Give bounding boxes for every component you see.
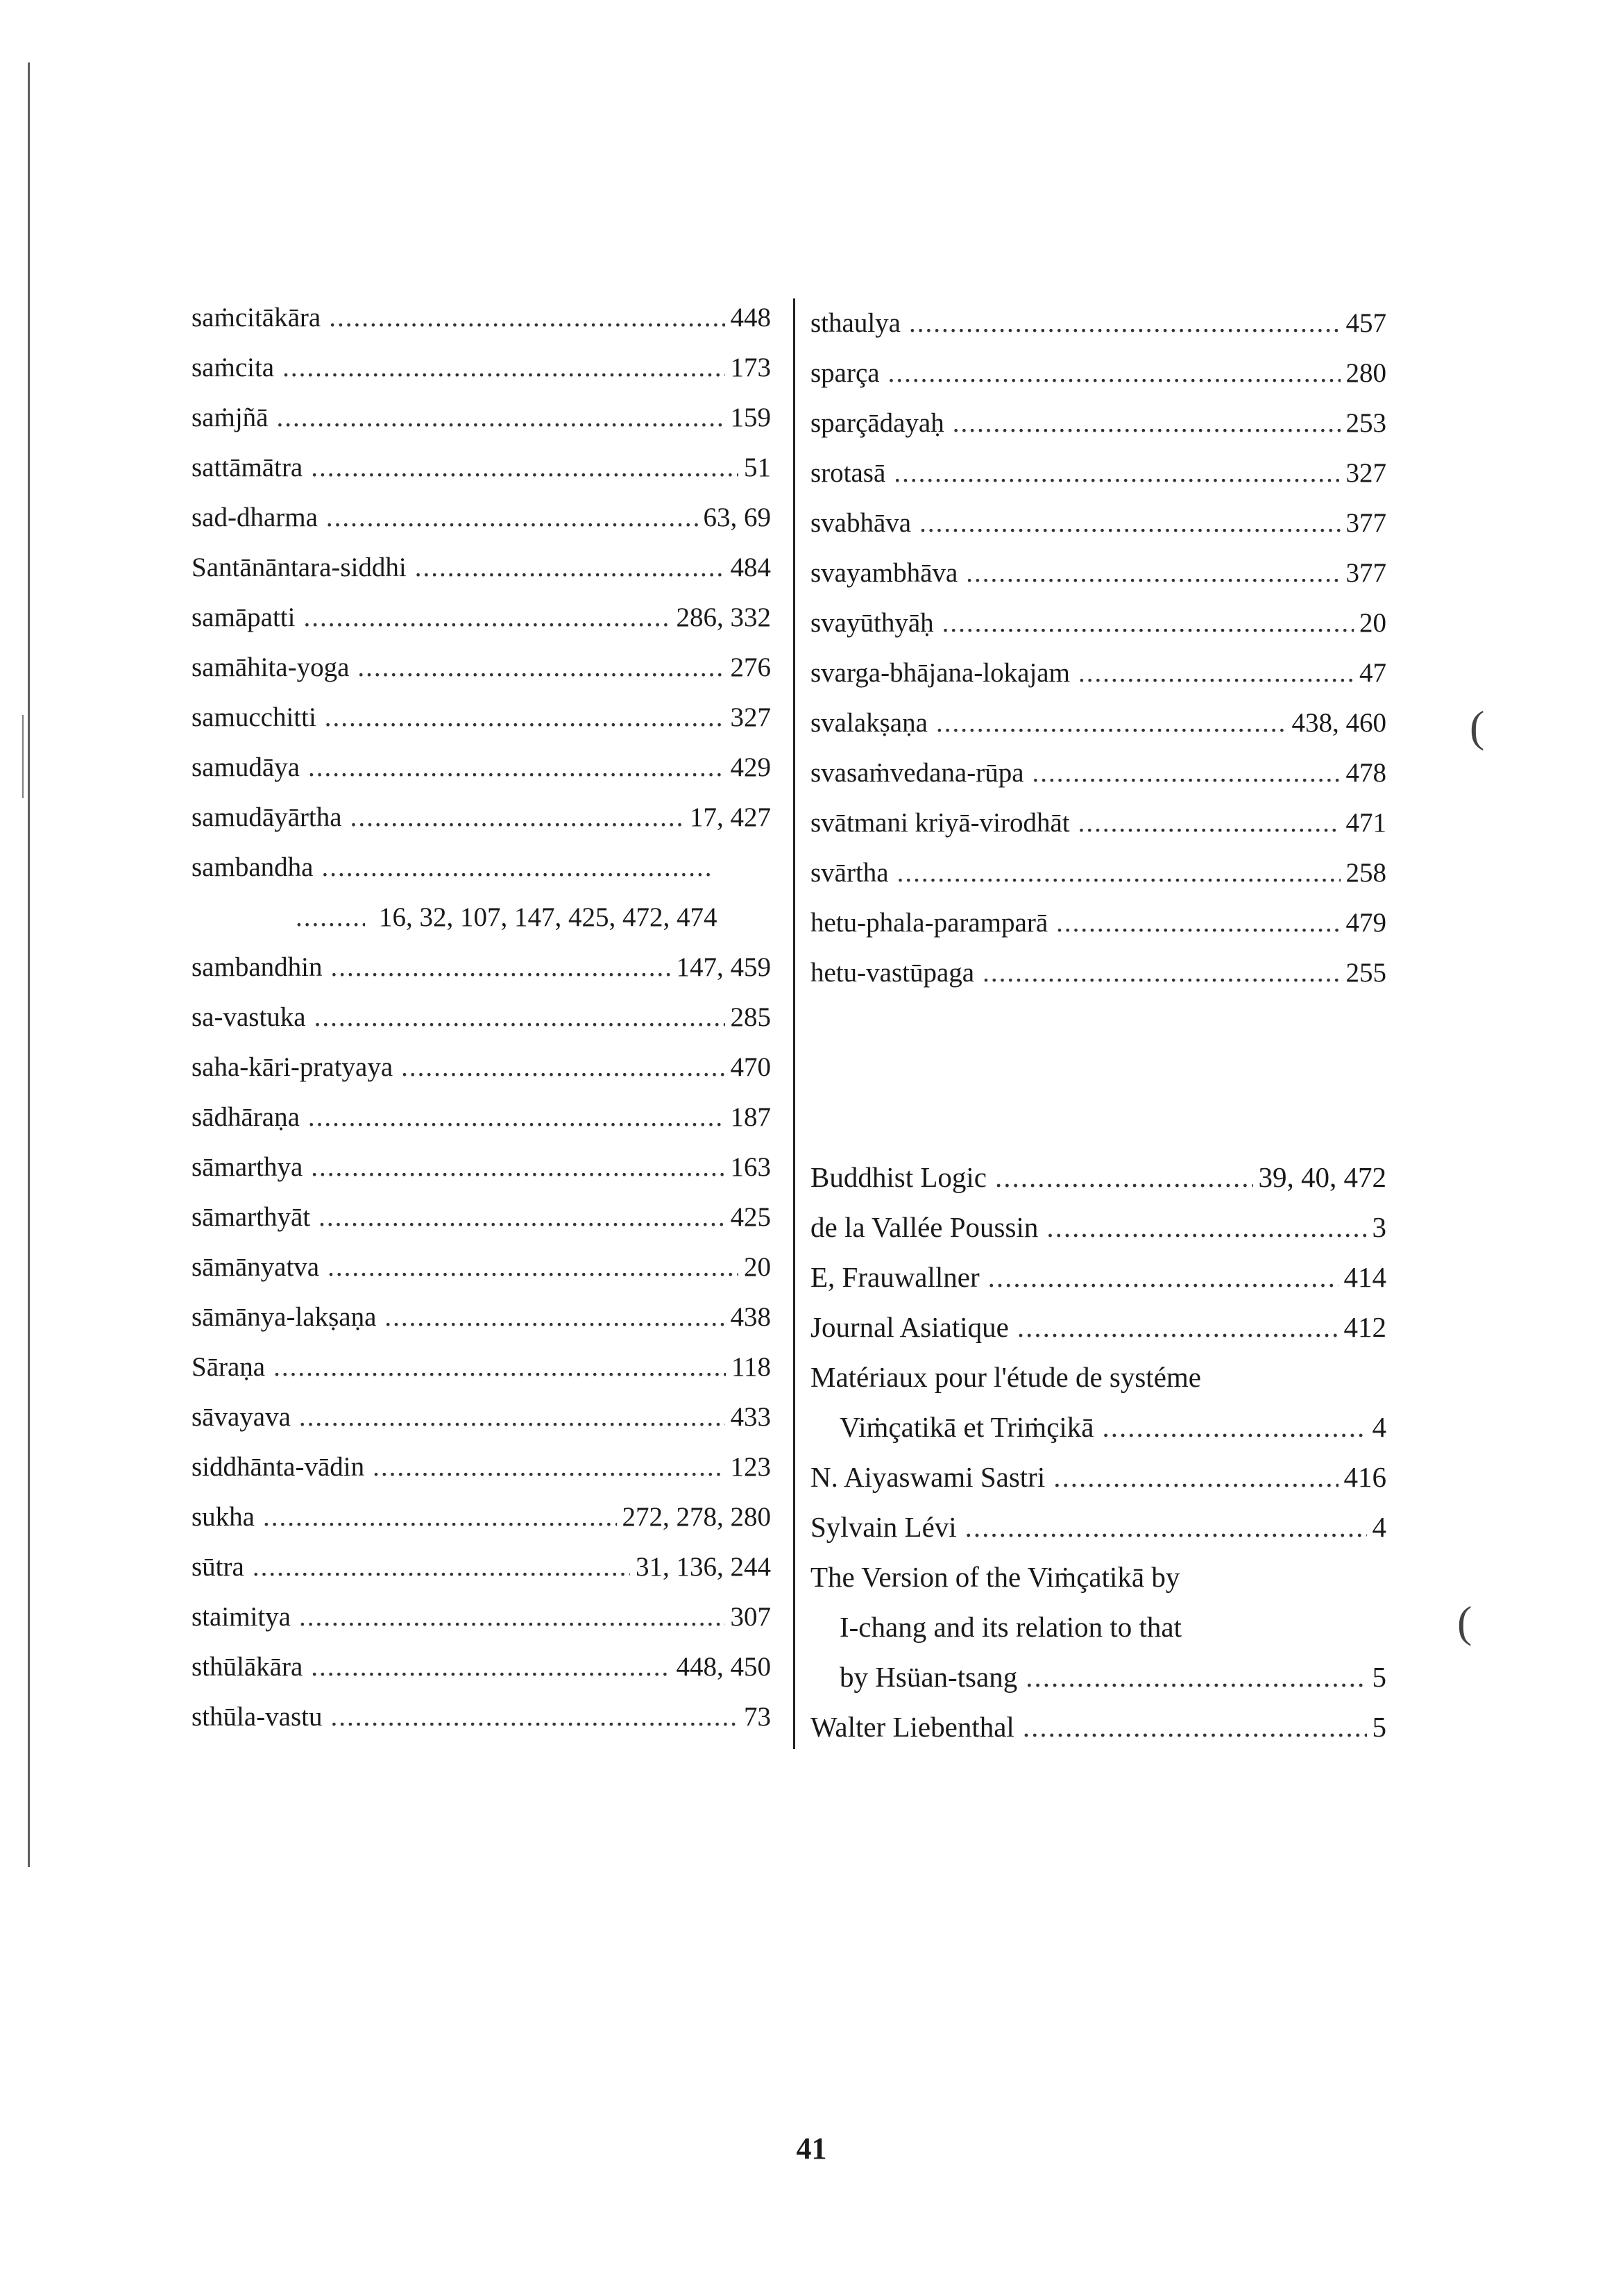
index-entry: saṁjñā ..... 159 <box>192 393 771 443</box>
index-entry: samāhita-yoga ..... 276 <box>192 643 771 693</box>
index-entry: svārtha ..... 258 <box>810 848 1386 898</box>
index-entry: sāmarthya ..... 163 <box>192 1142 771 1192</box>
index-column-left <box>192 293 771 1742</box>
index-entry: svalakṣaṇa ..... 438, 460 <box>810 698 1386 748</box>
index-entry: Santānāntara-siddhi ..... 484 <box>192 543 771 593</box>
index-entry: sparça ..... 280 <box>810 348 1386 398</box>
index-entry: sukha ..... 272, 278, 280 <box>192 1492 771 1542</box>
scan-edge-line <box>28 62 30 1867</box>
index-entry: sparçādayaḥ ..... 253 <box>810 398 1386 448</box>
reference-entry: Walter Liebenthal ..... 5 <box>810 1702 1386 1752</box>
index-entry: sāmānya-lakṣaṇa ..... 438 <box>192 1292 771 1342</box>
index-entry: sambandhin ..... 147, 459 <box>192 943 771 993</box>
index-entry: hetu-phala-paramparā ..... 479 <box>810 898 1386 948</box>
index-entry: sambandha ..... <box>192 843 771 893</box>
index-entry: svabhāva ..... 377 <box>810 498 1386 548</box>
index-entry: sattāmātra ..... 51 <box>192 443 771 493</box>
index-entry: Sāraṇa ..... 118 <box>192 1342 771 1392</box>
index-entry: sthūlākāra ..... 448, 450 <box>192 1642 771 1692</box>
reference-entry: de la Vallée Poussin ..... 3 <box>810 1202 1386 1252</box>
index-entry: svarga-bhājana-lokajam ..... 47 <box>810 648 1386 698</box>
index-entry: sad-dharma ..... 63, 69 <box>192 493 771 543</box>
index-entry: sāmarthyāt ..... 425 <box>192 1192 771 1242</box>
index-entry: hetu-vastūpaga ..... 255 <box>810 948 1386 998</box>
index-entry: samucchitti ..... 327 <box>192 693 771 743</box>
column-divider <box>793 298 795 1749</box>
reference-entry-continuation: Viṁçatikā et Triṁçikā ..... 4 <box>810 1402 1386 1452</box>
index-entry: sāmānyatva ..... 20 <box>192 1242 771 1292</box>
index-entry: sāvayava ..... 433 <box>192 1392 771 1442</box>
index-entry: samudāya ..... 429 <box>192 743 771 793</box>
margin-mark-paren-lower: ( <box>1457 1597 1472 1646</box>
margin-mark-paren: ( <box>1470 702 1485 751</box>
reference-entry-continuation: I-chang and its relation to that <box>840 1611 1182 1643</box>
index-entry: samudāyārtha ..... 17, 427 <box>192 793 771 843</box>
index-entry: saṁcitākāra ..... 448 <box>192 293 771 343</box>
reference-entry-heading: The Version of the Viṁçatikā by <box>810 1561 1180 1593</box>
references-list <box>810 1152 1386 1752</box>
index-entry: sādhāraṇa ..... 187 <box>192 1092 771 1142</box>
reference-entry: N. Aiyaswami Sastri ..... 416 <box>810 1452 1386 1502</box>
page-number: 41 <box>796 2132 827 2166</box>
index-entry: saha-kāri-pratyaya ..... 470 <box>192 1043 771 1092</box>
index-column-right <box>810 298 1386 998</box>
index-entry: siddhānta-vādin ..... 123 <box>192 1442 771 1492</box>
index-entry: svayūthyāḥ ..... 20 <box>810 598 1386 648</box>
reference-entry: Journal Asiatique ..... 412 <box>810 1302 1386 1352</box>
index-entry: samāpatti ..... 286, 332 <box>192 593 771 643</box>
index-entry: svayambhāva ..... 377 <box>810 548 1386 598</box>
index-entry: saṁcita ..... 173 <box>192 343 771 393</box>
index-entry: sthūla-vastu ..... 73 <box>192 1692 771 1742</box>
index-entry: svasaṁvedana-rūpa ..... 478 <box>810 748 1386 798</box>
reference-entry: Sylvain Lévi ..... 4 <box>810 1502 1386 1552</box>
index-entry: svātmani kriyā-virodhāt ..... 471 <box>810 798 1386 848</box>
reference-entry-continuation: by Hsüan-tsang ..... 5 <box>810 1652 1386 1702</box>
scan-edge-mark <box>22 715 24 798</box>
index-entry: sūtra ..... 31, 136, 244 <box>192 1542 771 1592</box>
reference-entry-heading: Matériaux pour l'étude de systéme <box>810 1361 1201 1393</box>
reference-entry: Buddhist Logic ..... 39, 40, 472 <box>810 1152 1386 1202</box>
index-entry-continuation: ..... 16, 32, 107, 147, 425, 472, 474 <box>192 893 771 943</box>
index-entry: sa-vastuka ..... 285 <box>192 993 771 1043</box>
index-entry: sthaulya ..... 457 <box>810 298 1386 348</box>
reference-entry: E, Frauwallner ..... 414 <box>810 1252 1386 1302</box>
index-entry: srotasā ..... 327 <box>810 448 1386 498</box>
index-entry: staimitya ..... 307 <box>192 1592 771 1642</box>
